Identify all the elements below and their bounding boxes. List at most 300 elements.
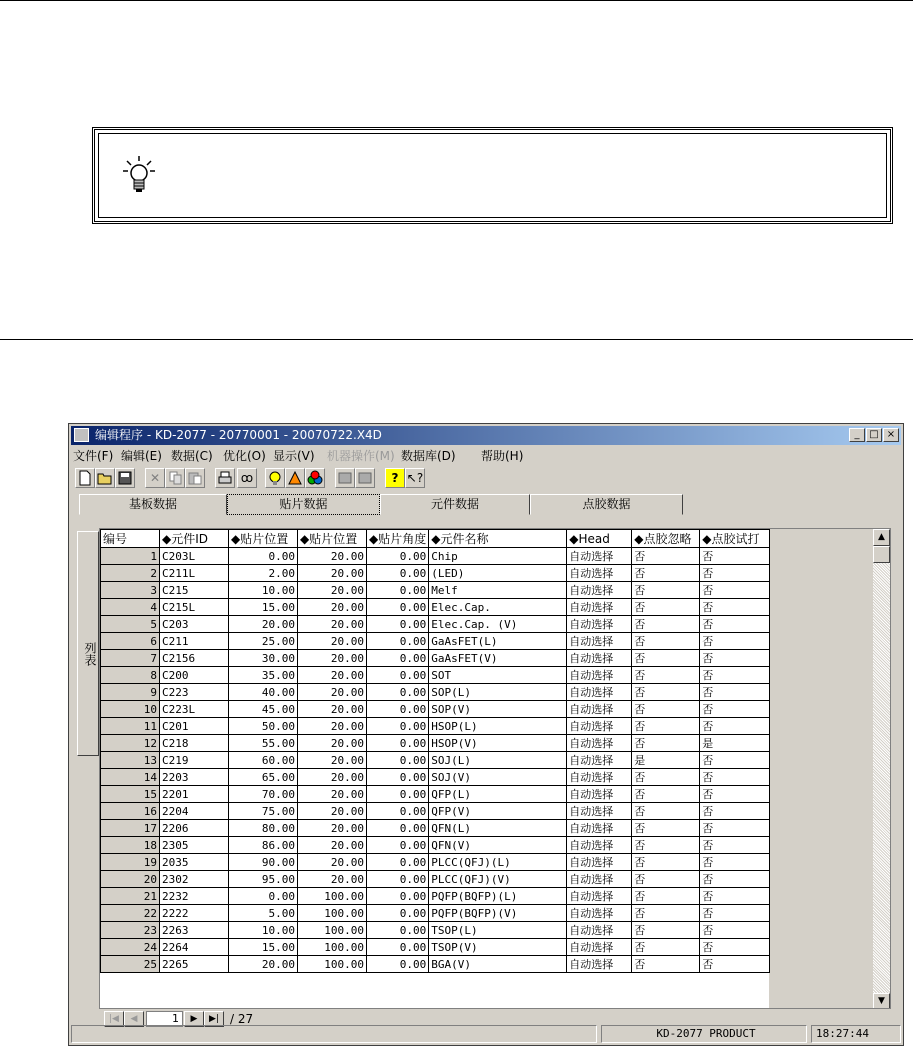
cell-row-no[interactable]: 21 (101, 888, 160, 905)
paste-icon (185, 468, 205, 488)
cell-dispense-test[interactable]: 否 (700, 837, 770, 854)
cell-dispense-test[interactable]: 否 (700, 769, 770, 786)
cell-angle[interactable]: 0.00 (367, 684, 429, 701)
new-file-icon[interactable] (75, 468, 95, 488)
cell-pos-y[interactable]: 100.00 (298, 956, 367, 973)
cell-dispense-test[interactable]: 否 (700, 582, 770, 599)
cell-pos-x[interactable]: 20.00 (229, 616, 298, 633)
table-row[interactable] (101, 701, 770, 718)
cell-head[interactable]: 自动选择 (567, 684, 632, 701)
cell-pos-x[interactable]: 40.00 (229, 684, 298, 701)
cell-component-id[interactable]: C215L (160, 599, 229, 616)
cell-angle[interactable]: 0.00 (367, 888, 429, 905)
cell-component-id[interactable]: C203 (160, 616, 229, 633)
cell-dispense-skip[interactable]: 否 (632, 769, 700, 786)
cell-row-no[interactable]: 24 (101, 939, 160, 956)
table-row[interactable] (101, 939, 770, 956)
cell-head[interactable]: 自动选择 (567, 718, 632, 735)
cell-row-no[interactable]: 16 (101, 803, 160, 820)
cell-row-no[interactable]: 7 (101, 650, 160, 667)
cell-row-no[interactable]: 3 (101, 582, 160, 599)
cell-dispense-skip[interactable]: 否 (632, 582, 700, 599)
cell-pos-y[interactable]: 100.00 (298, 905, 367, 922)
save-icon[interactable] (115, 468, 135, 488)
cell-dispense-test[interactable]: 否 (700, 633, 770, 650)
cell-component-name[interactable]: PLCC(QFJ)(V) (429, 871, 567, 888)
cell-dispense-test[interactable]: 否 (700, 939, 770, 956)
cell-pos-x[interactable]: 0.00 (229, 548, 298, 565)
table-row[interactable] (101, 956, 770, 973)
cell-dispense-skip[interactable]: 否 (632, 905, 700, 922)
table-row[interactable] (101, 752, 770, 769)
help-icon[interactable]: ? (385, 468, 405, 488)
tab-dispense-data[interactable]: 点胶数据 (530, 494, 683, 515)
cell-pos-x[interactable]: 86.00 (229, 837, 298, 854)
cell-pos-x[interactable]: 45.00 (229, 701, 298, 718)
cell-component-id[interactable]: C2156 (160, 650, 229, 667)
cell-component-name[interactable]: PQFP(BQFP)(V) (429, 905, 567, 922)
cell-pos-x[interactable]: 25.00 (229, 633, 298, 650)
cell-dispense-skip[interactable]: 否 (632, 922, 700, 939)
col-header-dispense-test[interactable]: ◆点胶试打 (700, 530, 770, 548)
cell-head[interactable]: 自动选择 (567, 803, 632, 820)
table-row[interactable] (101, 922, 770, 939)
cell-dispense-test[interactable]: 否 (700, 667, 770, 684)
cell-pos-y[interactable]: 20.00 (298, 820, 367, 837)
cell-row-no[interactable]: 19 (101, 854, 160, 871)
cell-component-id[interactable]: 2264 (160, 939, 229, 956)
cell-component-id[interactable]: 2201 (160, 786, 229, 803)
scroll-up-button[interactable]: ▲ (873, 529, 890, 546)
cell-component-id[interactable]: C211L (160, 565, 229, 582)
cell-component-id[interactable]: 2232 (160, 888, 229, 905)
cell-head[interactable]: 自动选择 (567, 616, 632, 633)
cell-pos-y[interactable]: 20.00 (298, 633, 367, 650)
cell-dispense-test[interactable]: 否 (700, 752, 770, 769)
cell-pos-y[interactable]: 20.00 (298, 871, 367, 888)
cell-row-no[interactable]: 4 (101, 599, 160, 616)
table-row[interactable] (101, 548, 770, 565)
cell-pos-y[interactable]: 20.00 (298, 718, 367, 735)
table-row[interactable] (101, 769, 770, 786)
cell-dispense-test[interactable]: 否 (700, 565, 770, 582)
menu-data[interactable]: 数据(C) (171, 449, 213, 463)
cell-pos-y[interactable]: 100.00 (298, 888, 367, 905)
cell-component-name[interactable]: QFN(V) (429, 837, 567, 854)
cell-component-id[interactable]: C203L (160, 548, 229, 565)
cell-head[interactable]: 自动选择 (567, 667, 632, 684)
cell-pos-y[interactable]: 100.00 (298, 939, 367, 956)
col-header-head[interactable]: ◆Head (567, 530, 632, 548)
cell-pos-x[interactable]: 15.00 (229, 939, 298, 956)
cell-head[interactable]: 自动选择 (567, 956, 632, 973)
cell-component-id[interactable]: 2204 (160, 803, 229, 820)
cell-component-name[interactable]: GaAsFET(V) (429, 650, 567, 667)
cell-pos-x[interactable]: 10.00 (229, 922, 298, 939)
cell-row-no[interactable]: 11 (101, 718, 160, 735)
first-page-button[interactable]: |◀ (104, 1011, 124, 1027)
cell-angle[interactable]: 0.00 (367, 905, 429, 922)
cell-dispense-test[interactable]: 否 (700, 922, 770, 939)
cell-row-no[interactable]: 14 (101, 769, 160, 786)
cell-angle[interactable]: 0.00 (367, 582, 429, 599)
cell-pos-y[interactable]: 20.00 (298, 650, 367, 667)
cell-component-name[interactable]: (LED) (429, 565, 567, 582)
cell-component-id[interactable]: C223L (160, 701, 229, 718)
cell-dispense-test[interactable]: 否 (700, 820, 770, 837)
cell-head[interactable]: 自动选择 (567, 939, 632, 956)
cell-pos-y[interactable]: 20.00 (298, 684, 367, 701)
cell-component-name[interactable]: Melf (429, 582, 567, 599)
cell-dispense-skip[interactable]: 否 (632, 701, 700, 718)
minimize-button[interactable]: _ (849, 428, 865, 442)
lightbulb-toolbar-icon[interactable] (265, 468, 285, 488)
table-row[interactable] (101, 599, 770, 616)
col-header-dispense-skip[interactable]: ◆点胶忽略 (632, 530, 700, 548)
cell-angle[interactable]: 0.00 (367, 548, 429, 565)
cell-angle[interactable]: 0.00 (367, 701, 429, 718)
cell-pos-x[interactable]: 90.00 (229, 854, 298, 871)
cell-component-id[interactable]: C201 (160, 718, 229, 735)
cell-component-name[interactable]: PLCC(QFJ)(L) (429, 854, 567, 871)
cell-head[interactable]: 自动选择 (567, 752, 632, 769)
cell-dispense-test[interactable]: 否 (700, 956, 770, 973)
cell-angle[interactable]: 0.00 (367, 565, 429, 582)
cell-dispense-skip[interactable]: 否 (632, 565, 700, 582)
cell-pos-x[interactable]: 55.00 (229, 735, 298, 752)
cell-dispense-skip[interactable]: 否 (632, 871, 700, 888)
cell-component-name[interactable]: TSOP(V) (429, 939, 567, 956)
cell-pos-x[interactable]: 10.00 (229, 582, 298, 599)
cell-dispense-test[interactable]: 否 (700, 650, 770, 667)
table-row[interactable] (101, 650, 770, 667)
context-help-icon[interactable]: ↖? (405, 468, 425, 488)
cell-pos-y[interactable]: 20.00 (298, 599, 367, 616)
table-row[interactable] (101, 803, 770, 820)
cell-head[interactable]: 自动选择 (567, 837, 632, 854)
menu-view[interactable]: 显示(V) (273, 449, 315, 463)
top-rule (0, 0, 913, 1)
cell-dispense-skip[interactable]: 否 (632, 599, 700, 616)
cell-pos-y[interactable]: 20.00 (298, 786, 367, 803)
cell-pos-x[interactable]: 20.00 (229, 956, 298, 973)
cell-head[interactable]: 自动选择 (567, 582, 632, 599)
cell-row-no[interactable]: 20 (101, 871, 160, 888)
cell-head[interactable]: 自动选择 (567, 820, 632, 837)
cell-pos-x[interactable]: 5.00 (229, 905, 298, 922)
page-number-input[interactable]: 1 (146, 1011, 183, 1027)
menu-database[interactable]: 数据库(D) (401, 449, 456, 463)
cell-head[interactable]: 自动选择 (567, 871, 632, 888)
cell-dispense-skip[interactable]: 否 (632, 854, 700, 871)
table-row[interactable] (101, 871, 770, 888)
cell-head[interactable]: 自动选择 (567, 548, 632, 565)
cell-pos-x[interactable]: 0.00 (229, 888, 298, 905)
cell-angle[interactable]: 0.00 (367, 752, 429, 769)
cell-dispense-test[interactable]: 否 (700, 888, 770, 905)
cell-dispense-skip[interactable]: 否 (632, 786, 700, 803)
cell-head[interactable]: 自动选择 (567, 701, 632, 718)
cell-angle[interactable]: 0.00 (367, 820, 429, 837)
col-header-pos-y[interactable]: ◆贴片位置 (298, 530, 367, 548)
table-row[interactable] (101, 667, 770, 684)
table-row[interactable] (101, 718, 770, 735)
cell-dispense-skip[interactable]: 否 (632, 616, 700, 633)
cell-angle[interactable]: 0.00 (367, 786, 429, 803)
cell-row-no[interactable]: 17 (101, 820, 160, 837)
cell-component-name[interactable]: SOT (429, 667, 567, 684)
cell-angle[interactable]: 0.00 (367, 616, 429, 633)
cell-angle[interactable]: 0.00 (367, 922, 429, 939)
cell-angle[interactable]: 0.00 (367, 769, 429, 786)
cell-component-id[interactable]: 2206 (160, 820, 229, 837)
cell-dispense-test[interactable]: 否 (700, 905, 770, 922)
table-row[interactable] (101, 905, 770, 922)
status-message-pane (71, 1025, 597, 1043)
cell-pos-x[interactable]: 80.00 (229, 820, 298, 837)
cell-dispense-test[interactable]: 否 (700, 599, 770, 616)
cell-row-no[interactable]: 2 (101, 565, 160, 582)
cell-pos-x[interactable]: 2.00 (229, 565, 298, 582)
cell-dispense-test[interactable]: 否 (700, 616, 770, 633)
cell-angle[interactable]: 0.00 (367, 939, 429, 956)
cell-row-no[interactable]: 18 (101, 837, 160, 854)
cell-pos-x[interactable]: 15.00 (229, 599, 298, 616)
cell-dispense-skip[interactable]: 否 (632, 837, 700, 854)
cell-pos-x[interactable]: 30.00 (229, 650, 298, 667)
cell-dispense-skip[interactable]: 否 (632, 667, 700, 684)
cell-component-id[interactable]: 2305 (160, 837, 229, 854)
menu-machine: 机器操作(M) (327, 449, 395, 463)
menu-file[interactable]: 文件(F) (73, 449, 114, 463)
table-row[interactable] (101, 854, 770, 871)
cell-component-name[interactable]: Elec.Cap. (429, 599, 567, 616)
cell-pos-x[interactable]: 50.00 (229, 718, 298, 735)
cell-dispense-test[interactable]: 否 (700, 718, 770, 735)
cell-component-name[interactable]: SOJ(V) (429, 769, 567, 786)
cell-angle[interactable]: 0.00 (367, 735, 429, 752)
cell-head[interactable]: 自动选择 (567, 650, 632, 667)
cell-pos-y[interactable]: 20.00 (298, 803, 367, 820)
cell-head[interactable]: 自动选择 (567, 922, 632, 939)
prev-page-button[interactable]: ◀ (124, 1011, 144, 1027)
cell-angle[interactable]: 0.00 (367, 854, 429, 871)
cell-component-id[interactable]: C223 (160, 684, 229, 701)
cell-component-id[interactable]: 2035 (160, 854, 229, 871)
menu-help[interactable]: 帮助(H) (481, 449, 524, 463)
cell-row-no[interactable]: 6 (101, 633, 160, 650)
cell-component-id[interactable]: C219 (160, 752, 229, 769)
cell-component-name[interactable]: GaAsFET(L) (429, 633, 567, 650)
cell-head[interactable]: 自动选择 (567, 854, 632, 871)
cell-dispense-skip[interactable]: 否 (632, 820, 700, 837)
cell-component-id[interactable]: 2302 (160, 871, 229, 888)
cell-head[interactable]: 自动选择 (567, 888, 632, 905)
tab-board-data[interactable]: 基板数据 (79, 494, 227, 515)
col-header-pos-x[interactable]: ◆贴片位置 (229, 530, 298, 548)
cell-row-no[interactable]: 9 (101, 684, 160, 701)
vertical-scrollbar[interactable] (873, 529, 890, 1009)
cell-dispense-skip[interactable]: 否 (632, 650, 700, 667)
table-row[interactable] (101, 684, 770, 701)
cell-row-no[interactable]: 12 (101, 735, 160, 752)
cell-angle[interactable]: 0.00 (367, 599, 429, 616)
table-row[interactable] (101, 633, 770, 650)
print-icon[interactable] (215, 468, 235, 488)
cell-dispense-skip[interactable]: 否 (632, 684, 700, 701)
data-grid[interactable] (99, 528, 891, 1009)
cell-pos-y[interactable]: 20.00 (298, 582, 367, 599)
side-tab-list[interactable] (77, 531, 99, 756)
cell-component-id[interactable]: 2222 (160, 905, 229, 922)
cell-component-name[interactable]: TSOP(L) (429, 922, 567, 939)
cell-dispense-skip[interactable]: 否 (632, 548, 700, 565)
cell-angle[interactable]: 0.00 (367, 956, 429, 973)
last-page-button[interactable]: ▶| (204, 1011, 224, 1027)
cell-component-name[interactable]: Chip (429, 548, 567, 565)
optimize-icon[interactable] (305, 468, 325, 488)
cell-pos-y[interactable]: 20.00 (298, 548, 367, 565)
cell-pos-y[interactable]: 20.00 (298, 701, 367, 718)
nozzle-icon[interactable] (285, 468, 305, 488)
cell-head[interactable]: 自动选择 (567, 599, 632, 616)
cell-component-id[interactable]: 2263 (160, 922, 229, 939)
title-bar (71, 426, 901, 445)
cell-angle[interactable]: 0.00 (367, 803, 429, 820)
cell-angle[interactable]: 0.00 (367, 633, 429, 650)
table-row[interactable] (101, 616, 770, 633)
cell-head[interactable]: 自动选择 (567, 633, 632, 650)
cell-dispense-test[interactable]: 否 (700, 548, 770, 565)
cell-component-name[interactable]: QFN(L) (429, 820, 567, 837)
cell-pos-y[interactable]: 20.00 (298, 565, 367, 582)
cell-head[interactable]: 自动选择 (567, 786, 632, 803)
cell-dispense-test[interactable]: 否 (700, 854, 770, 871)
cell-row-no[interactable]: 13 (101, 752, 160, 769)
open-folder-icon[interactable] (95, 468, 115, 488)
maximize-button[interactable]: □ (866, 428, 882, 442)
cell-angle[interactable]: 0.00 (367, 837, 429, 854)
cell-angle[interactable]: 0.00 (367, 650, 429, 667)
tab-mount-data[interactable]: 贴片数据 (227, 494, 380, 515)
cell-head[interactable]: 自动选择 (567, 905, 632, 922)
cell-row-no[interactable]: 25 (101, 956, 160, 973)
cell-component-name[interactable]: SOP(L) (429, 684, 567, 701)
cell-component-name[interactable]: Elec.Cap. (V) (429, 616, 567, 633)
cell-component-name[interactable]: QFP(L) (429, 786, 567, 803)
cell-pos-x[interactable]: 35.00 (229, 667, 298, 684)
cell-pos-y[interactable]: 20.00 (298, 616, 367, 633)
col-header-component-name[interactable]: ◆元件名称 (429, 530, 567, 548)
cell-pos-y[interactable]: 20.00 (298, 752, 367, 769)
cell-row-no[interactable]: 23 (101, 922, 160, 939)
table-row[interactable] (101, 565, 770, 582)
cell-pos-x[interactable]: 75.00 (229, 803, 298, 820)
cell-dispense-skip[interactable]: 否 (632, 803, 700, 820)
cell-angle[interactable]: 0.00 (367, 718, 429, 735)
cell-row-no[interactable]: 15 (101, 786, 160, 803)
cell-pos-y[interactable]: 20.00 (298, 837, 367, 854)
scroll-thumb[interactable] (873, 546, 890, 563)
find-icon[interactable]: ꝏ (237, 468, 257, 488)
cell-component-id[interactable]: C218 (160, 735, 229, 752)
cell-dispense-test[interactable]: 否 (700, 786, 770, 803)
menu-edit[interactable]: 编辑(E) (121, 449, 162, 463)
cell-dispense-skip[interactable]: 否 (632, 888, 700, 905)
cell-pos-y[interactable]: 20.00 (298, 769, 367, 786)
cell-dispense-skip[interactable]: 否 (632, 939, 700, 956)
cell-component-id[interactable]: C200 (160, 667, 229, 684)
cell-component-id[interactable]: C215 (160, 582, 229, 599)
cell-row-no[interactable]: 22 (101, 905, 160, 922)
cell-component-name[interactable]: HSOP(V) (429, 735, 567, 752)
cell-component-name[interactable]: HSOP(L) (429, 718, 567, 735)
cell-component-name[interactable]: BGA(V) (429, 956, 567, 973)
cell-pos-y[interactable]: 20.00 (298, 854, 367, 871)
cell-angle[interactable]: 0.00 (367, 871, 429, 888)
next-page-button[interactable]: ▶ (184, 1011, 204, 1027)
cell-component-name[interactable]: PQFP(BQFP)(L) (429, 888, 567, 905)
cell-head[interactable]: 自动选择 (567, 735, 632, 752)
col-header-angle[interactable]: ◆贴片角度 (367, 530, 429, 548)
menu-optimize[interactable]: 优化(O) (223, 449, 266, 463)
table-row[interactable] (101, 735, 770, 752)
cell-pos-x[interactable]: 65.00 (229, 769, 298, 786)
table-row[interactable] (101, 820, 770, 837)
cell-pos-y[interactable]: 20.00 (298, 667, 367, 684)
cell-head[interactable]: 自动选择 (567, 565, 632, 582)
cell-dispense-skip[interactable]: 是 (632, 752, 700, 769)
close-button[interactable]: × (883, 428, 899, 442)
cell-dispense-test[interactable]: 否 (700, 871, 770, 888)
cell-pos-y[interactable]: 20.00 (298, 735, 367, 752)
cell-dispense-test[interactable]: 否 (700, 701, 770, 718)
cell-dispense-skip[interactable]: 否 (632, 956, 700, 973)
table-row[interactable] (101, 837, 770, 854)
cell-dispense-test[interactable]: 是 (700, 735, 770, 752)
cell-pos-x[interactable]: 60.00 (229, 752, 298, 769)
cell-head[interactable]: 自动选择 (567, 769, 632, 786)
cell-dispense-skip[interactable]: 否 (632, 718, 700, 735)
cell-row-no[interactable]: 1 (101, 548, 160, 565)
cell-row-no[interactable]: 10 (101, 701, 160, 718)
cell-component-id[interactable]: C211 (160, 633, 229, 650)
tab-strip (71, 494, 901, 516)
cell-dispense-test[interactable]: 否 (700, 803, 770, 820)
cell-dispense-test[interactable]: 否 (700, 684, 770, 701)
col-header-no[interactable]: 编号 (101, 530, 160, 548)
table-row[interactable] (101, 888, 770, 905)
cell-dispense-skip[interactable]: 否 (632, 633, 700, 650)
table-row[interactable] (101, 582, 770, 599)
cell-component-name[interactable]: QFP(V) (429, 803, 567, 820)
col-header-component-id[interactable]: ◆元件ID (160, 530, 229, 548)
cell-row-no[interactable]: 5 (101, 616, 160, 633)
cell-component-name[interactable]: SOP(V) (429, 701, 567, 718)
tab-component-data[interactable]: 元件数据 (380, 494, 530, 515)
scroll-down-button[interactable]: ▼ (873, 993, 890, 1009)
cell-component-id[interactable]: 2265 (160, 956, 229, 973)
cell-dispense-skip[interactable]: 否 (632, 735, 700, 752)
cell-component-id[interactable]: 2203 (160, 769, 229, 786)
cell-pos-x[interactable]: 70.00 (229, 786, 298, 803)
cell-row-no[interactable]: 8 (101, 667, 160, 684)
table-row[interactable] (101, 786, 770, 803)
cell-component-name[interactable]: SOJ(L) (429, 752, 567, 769)
cell-angle[interactable]: 0.00 (367, 667, 429, 684)
cell-pos-y[interactable]: 100.00 (298, 922, 367, 939)
cell-pos-x[interactable]: 95.00 (229, 871, 298, 888)
